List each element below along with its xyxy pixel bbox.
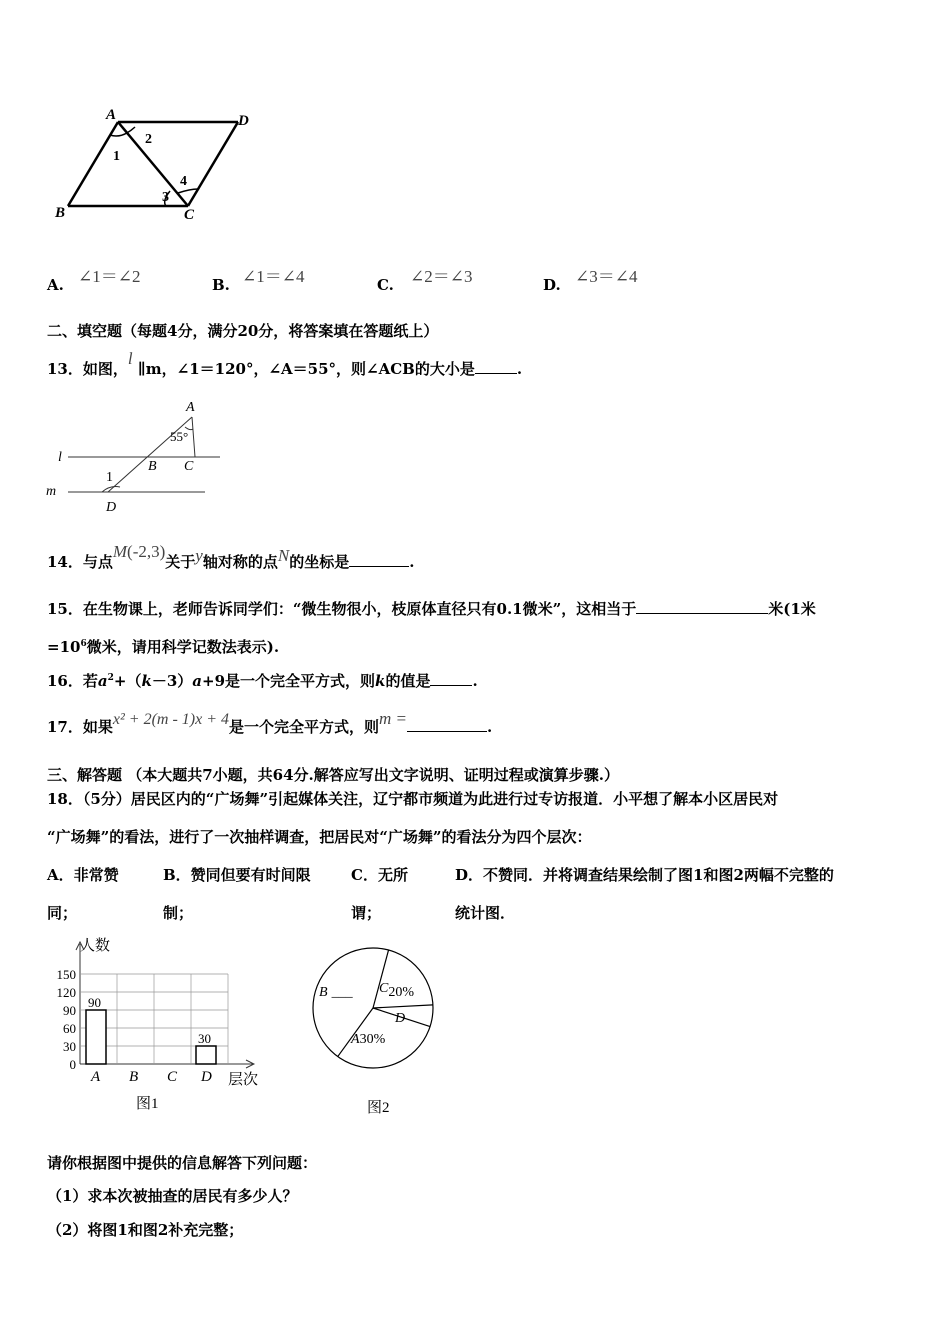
q18-option-b-2: 制； — [163, 904, 194, 922]
bar-value-label: 30 — [198, 1031, 211, 1046]
y-tick-label: 120 — [56, 985, 76, 1000]
q18-line1: 18．（5分）居民区内的“广场舞”引起媒体关注，辽宁都市频道为此进行过专访报道．小平想了解本小区居民对 — [47, 790, 779, 808]
pie-slice-A: A30% — [351, 1032, 386, 1047]
vertex-D: D — [238, 113, 249, 129]
vertex-C: C — [184, 207, 195, 223]
q13-figure — [40, 395, 220, 515]
x-tick-label: D — [201, 1069, 212, 1085]
angle-1: 1 — [113, 149, 120, 164]
pie-chart-fig2 — [305, 940, 445, 1120]
parallelogram-figure — [50, 105, 260, 225]
q13-text: 13．如图，l ∥m，∠1＝120°，∠A＝55°，则∠ACB的大小是 . — [47, 349, 523, 378]
bar — [196, 1046, 216, 1064]
option-a-letter: A. — [47, 276, 64, 294]
q18-option-b-1: B．赞同但要有时间限 — [163, 866, 311, 884]
q17-text: 17．如果x² + 2(m - 1)x + 4是一个完全平方式，则m = . — [47, 709, 493, 736]
q18-line2: “广场舞”的看法，进行了一次抽样调查，把居民对“广场舞”的看法分为四个层次： — [47, 828, 592, 846]
q18-prompt: 请你根据图中提供的信息解答下列问题： — [47, 1154, 318, 1172]
vertex-A: A — [106, 107, 117, 123]
q13-point-C: C — [184, 459, 194, 474]
angle-2: 2 — [145, 132, 152, 147]
q18-option-c-1: C．无所 — [351, 866, 408, 884]
q18-option-a-2: 同； — [47, 904, 78, 922]
pie-chart-title: 图2 — [367, 1100, 390, 1116]
q13-line-l: l — [58, 450, 62, 465]
q18-option-c-2: 谓； — [351, 904, 382, 922]
option-d-expr: ∠3＝∠4 — [575, 267, 638, 286]
q15-line2: $=10^6$微米，请用科学记数法表示). — [47, 638, 280, 656]
q13-point-D: D — [106, 500, 117, 515]
bar-chart-ylabel: 人数 — [80, 938, 111, 954]
bar — [86, 1010, 106, 1064]
option-c-expr: ∠2＝∠3 — [410, 267, 473, 286]
section-3-heading: 三、解答题 （本大题共7小题，共64分.解答应写出文字说明、证明过程或演算步骤.） — [47, 766, 619, 784]
y-tick-label: 0 — [69, 1057, 76, 1072]
q18-option-d-1: D．不赞同．并将调查结果绘制了图1和图2两幅不完整的 — [455, 866, 834, 884]
option-a-expr: ∠1＝∠2 — [78, 267, 141, 286]
angle-4: 4 — [180, 174, 187, 189]
x-tick-label: B — [129, 1069, 139, 1085]
q18-sub1: （1）求本次被抽查的居民有多少人？ — [47, 1187, 298, 1205]
y-tick-label: 30 — [63, 1039, 76, 1054]
q13-point-A: A — [186, 400, 195, 415]
q16-text: 16．若$a^2+(k-3)a+9$是一个完全平方式，则k的值是 . — [47, 672, 478, 690]
q13-angle-1: 1 — [106, 470, 113, 485]
option-c-letter: C. — [377, 276, 394, 294]
option-d-letter: D. — [543, 276, 561, 294]
x-tick-label: A — [91, 1069, 101, 1085]
option-b-letter: B. — [212, 276, 230, 294]
bar-chart-fig1 — [38, 930, 278, 1115]
pie-slice-C: C20% — [379, 981, 415, 1000]
q13-point-B: B — [148, 459, 157, 474]
option-b-expr: ∠1＝∠4 — [242, 267, 305, 286]
y-tick-label: 150 — [56, 967, 76, 982]
q14-text: 14．与点M(-2,3)关于y轴对称的点N的坐标是 . — [47, 542, 415, 571]
bar-chart-xlabel: 层次 — [228, 1072, 259, 1088]
y-tick-label: 90 — [63, 1003, 76, 1018]
q15-line1: 15．在生物课上，老师告诉同学们：“微生物很小，枝原体直径只有0.1微米”，这相当于 米(1米 — [47, 600, 816, 618]
bar-chart-title: 图1 — [136, 1096, 159, 1112]
bar-value-label: 90 — [88, 995, 101, 1010]
angle-3: 3 — [162, 190, 169, 205]
q18-option-d-2: 统计图． — [455, 904, 516, 922]
vertex-B: B — [55, 205, 66, 221]
pie-slice-D: D — [395, 1011, 406, 1026]
section-2-heading: 二、填空题（每题4分，满分20分，将答案填在答题纸上） — [47, 322, 439, 340]
q13-line-m: m — [46, 484, 57, 499]
pie-slice-B: B ___ — [319, 985, 353, 1000]
x-tick-label: C — [167, 1069, 178, 1085]
y-tick-label: 60 — [63, 1021, 76, 1036]
q13-angle-55: 55° — [170, 429, 189, 444]
q18-option-a-1: A．非常赞 — [47, 866, 119, 884]
q18-sub2: （2）将图1和图2补充完整； — [47, 1221, 244, 1239]
